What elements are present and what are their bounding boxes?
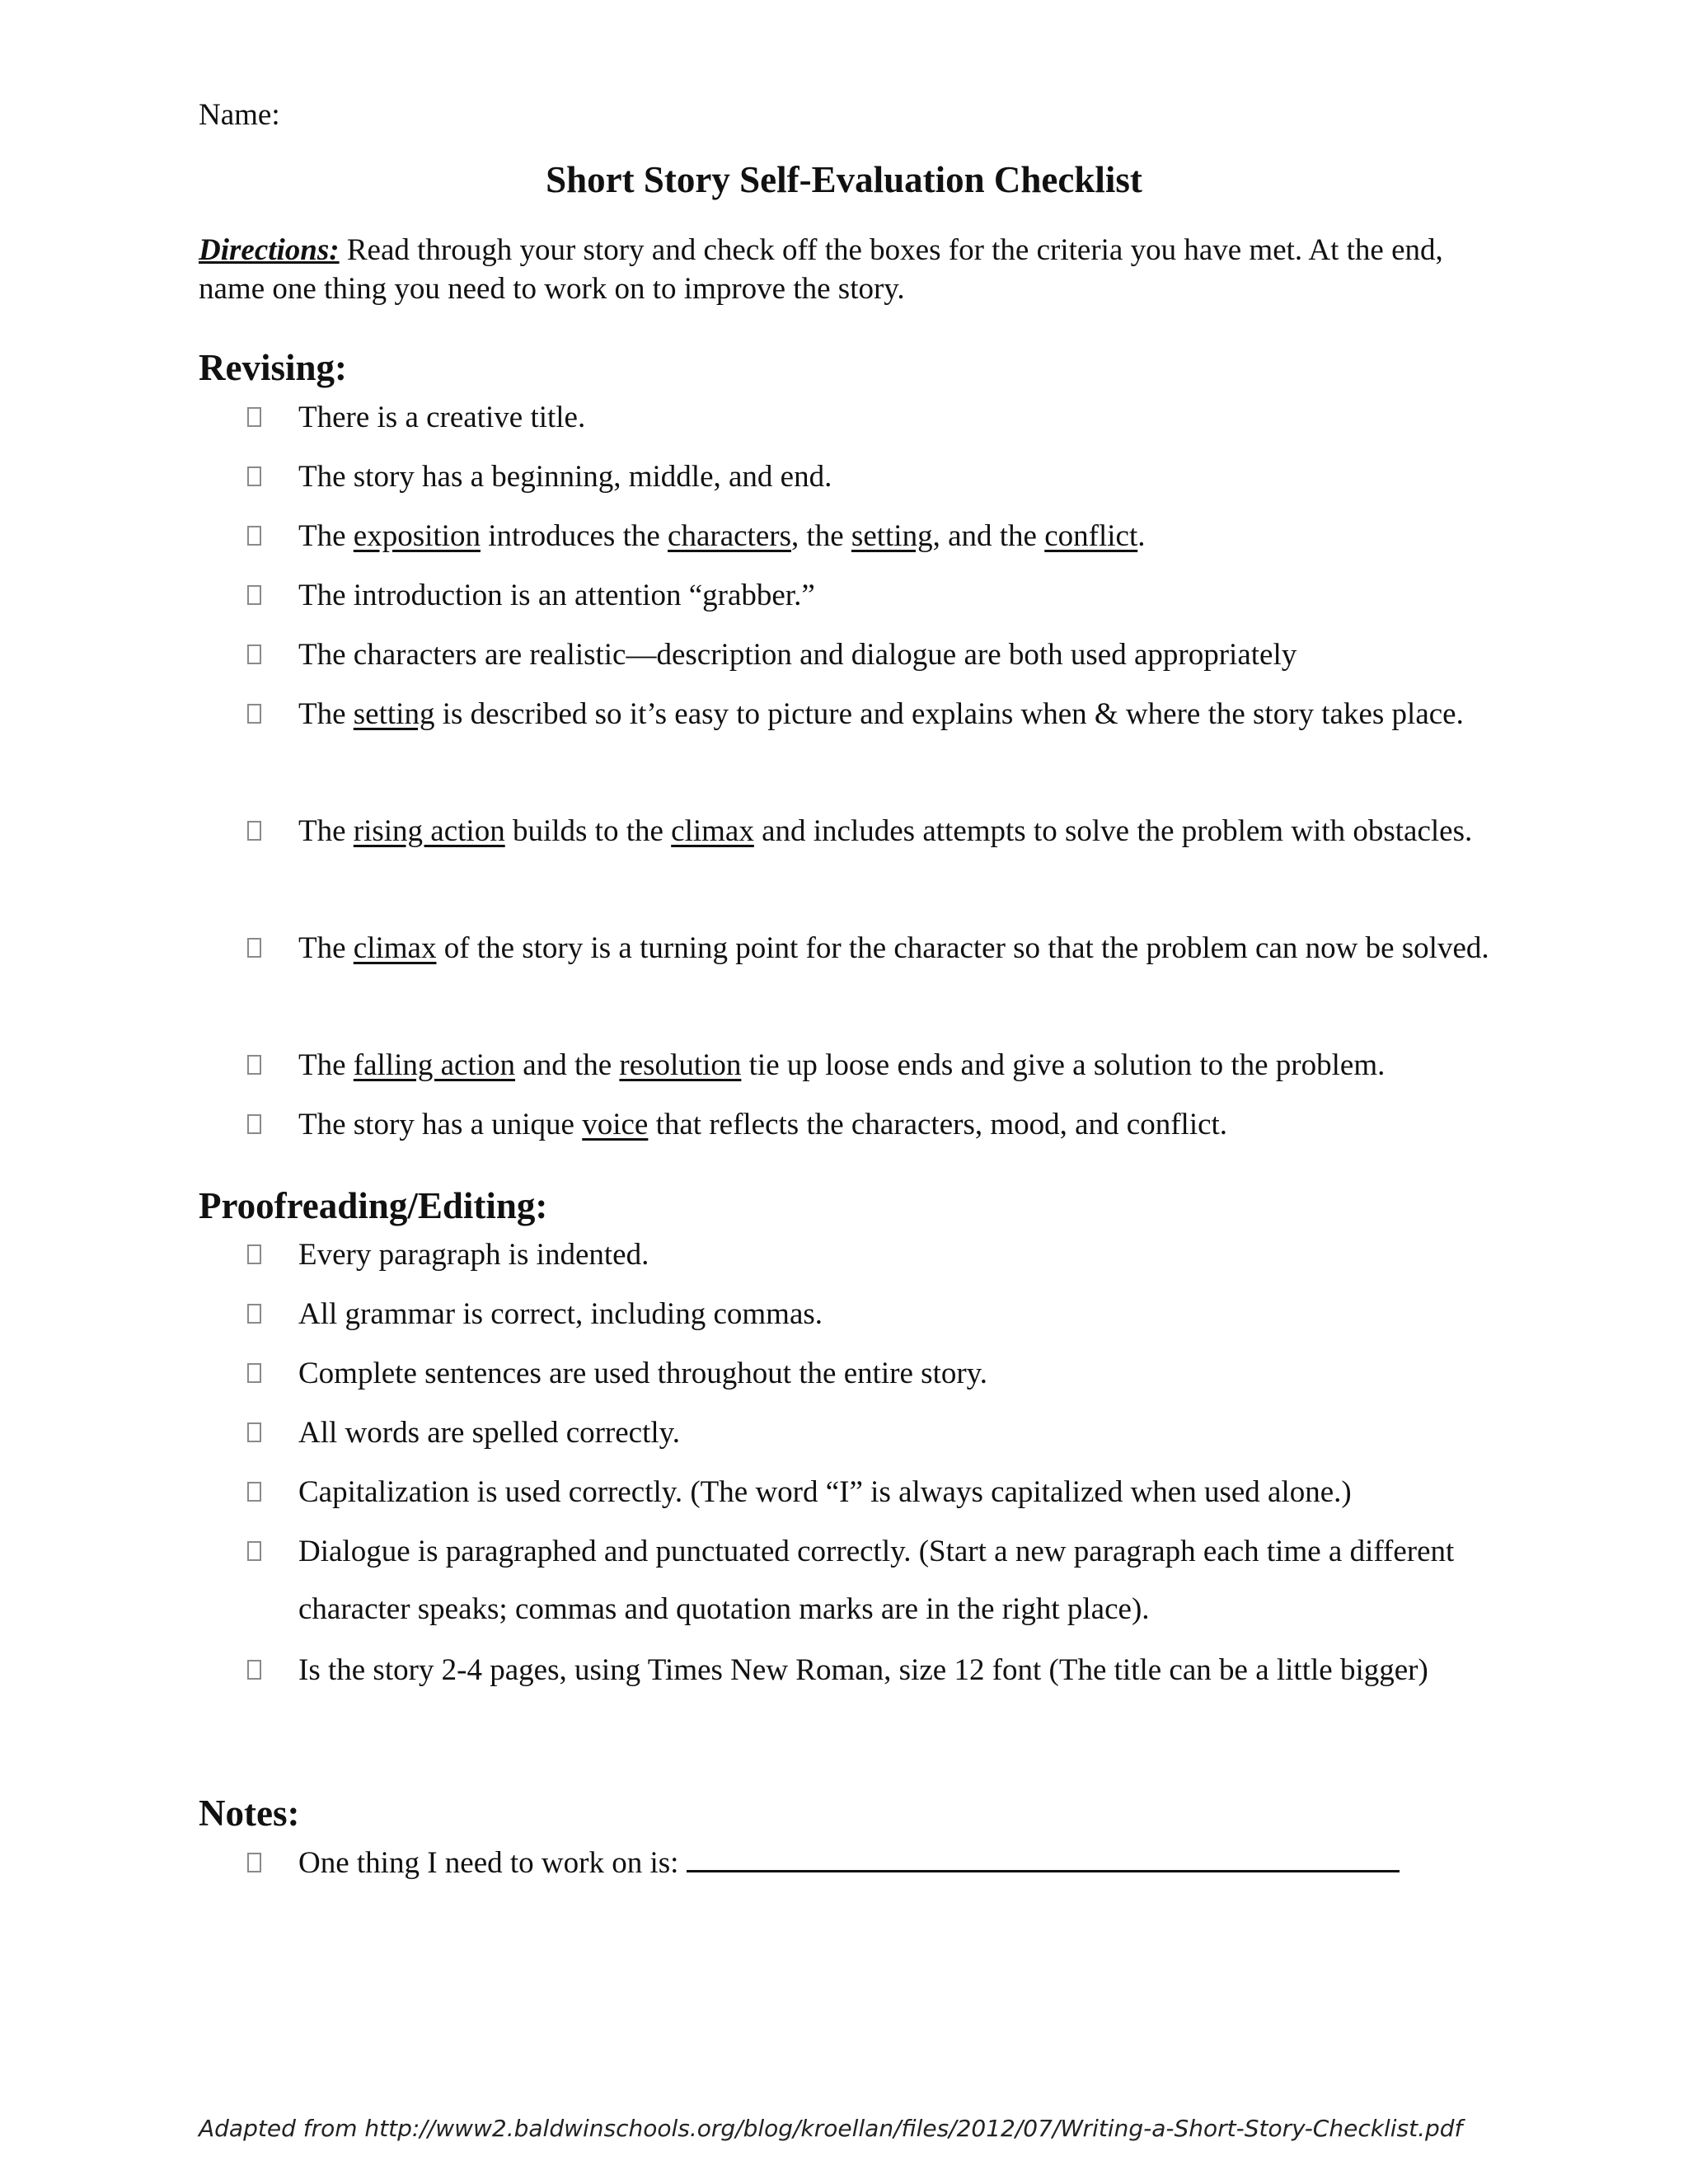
revising-item [247,920,1500,977]
text-run: and the [515,1048,620,1082]
item-text [298,626,1500,684]
item-text [298,389,1500,447]
item-text [298,508,1500,565]
text-run: The [298,519,354,553]
checkbox[interactable] [247,1363,261,1383]
text-run: The characters are realistic—description and dialogue are both used appropriately [298,638,1297,672]
text-run: The story has a beginning, middle, and end. [298,460,832,494]
text-run: The [298,1048,354,1082]
text-run: Complete sentences are used throughout the entire story. [298,1357,988,1390]
revising-item [247,448,1500,506]
checkbox[interactable] [247,1244,261,1264]
item-text [298,686,1500,743]
directions-text: Read through your story and check off the boxes for the criteria you have met. At the end, name one thing you need to work on to improve the story. [199,233,1443,306]
revising-item [247,686,1500,743]
text-run: that reflects the characters, mood, and conflict. [648,1108,1228,1141]
revising-item [247,389,1500,447]
proofreading-heading: Proofreading/Editing: [199,1185,548,1226]
text-run: builds to the [504,814,672,848]
item-text [298,803,1500,860]
revising-item [247,567,1500,625]
checkbox[interactable] [247,466,261,486]
checkbox[interactable] [247,1422,261,1442]
footer-source-note: Adapted from http://www2.baldwinschools.org/blog/kroellan/files/2012/07/Writing-a-Short-Story-Checklist.pdf [199,2115,1463,2142]
checkbox[interactable] [247,585,261,605]
underlined-term: falling action [353,1048,516,1082]
text-run: introduces the [480,519,668,553]
underlined-term: setting [353,697,435,731]
answer-blank-line[interactable] [687,1842,1400,1872]
checkbox[interactable] [247,1114,261,1134]
text-run: Dialogue is paragraphed and punctuated correctly. (Start a new paragraph each time a different character speaks; commas and quotation marks are in the right place). [298,1535,1455,1626]
item-text [298,1226,1500,1284]
checkbox[interactable] [247,938,261,958]
underlined-term: rising action [353,814,505,848]
underlined-term: conflict [1044,519,1138,553]
proofreading-item [247,1286,1500,1343]
underlined-term: climax [353,931,437,965]
checkbox[interactable] [247,1482,261,1502]
checkbox[interactable] [247,1660,261,1680]
text-run: The [298,697,354,731]
text-run: tie up loose ends and give a solution to the problem. [741,1048,1386,1082]
item-text [298,1404,1500,1462]
notes-heading: Notes: [199,1793,300,1834]
underlined-term: voice [582,1108,649,1141]
text-run: Capitalization is used correctly. (The word “I” is always capitalized when used alone.) [298,1475,1352,1509]
checkbox[interactable] [247,407,261,427]
text-run: All grammar is correct, including commas. [298,1297,823,1331]
underlined-term: resolution [619,1048,742,1082]
revising-item [247,626,1500,684]
proofreading-item [247,1345,1500,1403]
item-text [298,1286,1500,1343]
text-run: Every paragraph is indented. [298,1238,649,1272]
directions-label: Directions: [199,233,340,267]
revising-item [247,1096,1500,1154]
item-text [298,1096,1500,1154]
proofreading-item [247,1464,1500,1521]
text-run: . [1137,519,1146,553]
text-run: of the story is a turning point for the character so that the problem can now be solved. [436,931,1489,965]
checkbox[interactable] [247,821,261,841]
text-run: The [298,931,354,965]
text-run: All words are spelled correctly. [298,1416,681,1450]
item-text [298,1037,1500,1094]
text-run: is described so it’s easy to picture and explains when & where the story takes place. [434,697,1464,731]
checkbox[interactable] [247,1055,261,1075]
revising-heading: Revising: [199,347,347,388]
text-run: , and the [932,519,1045,553]
text-run: There is a creative title. [298,401,586,434]
item-text [298,567,1500,625]
name-label: Name: [199,98,280,132]
checkbox[interactable] [247,526,261,546]
checkbox[interactable] [247,1304,261,1324]
item-text [298,1523,1500,1638]
checkbox[interactable] [247,1853,261,1872]
item-text [298,1345,1500,1403]
proofreading-item [247,1642,1500,1699]
revising-item [247,508,1500,565]
text-run: Is the story 2-4 pages, using Times New Roman, size 12 font (The title can be a little bigger) [298,1653,1428,1687]
proofreading-item [247,1226,1500,1284]
underlined-term: exposition [353,519,481,553]
text-run: The [298,814,354,848]
checkbox[interactable] [247,704,261,724]
notes-item [247,1835,1500,1892]
underlined-term: setting [851,519,933,553]
proofreading-item [247,1523,1500,1638]
checkbox[interactable] [247,1541,261,1561]
proofreading-item [247,1404,1500,1462]
item-text [298,1642,1500,1699]
revising-item [247,1037,1500,1094]
text-run: , the [790,519,851,553]
directions-paragraph [199,231,1493,308]
underlined-term: characters [668,519,791,553]
text-run: and includes attempts to solve the problem with obstacles. [753,814,1473,848]
checkbox[interactable] [247,644,261,664]
item-text [298,1835,1500,1892]
text-run: One thing I need to work on is: [298,1846,687,1880]
underlined-term: climax [671,814,754,848]
page-title: Short Story Self-Evaluation Checklist [546,159,1142,200]
item-text [298,920,1500,977]
text-run: The introduction is an attention “grabber.” [298,579,815,612]
revising-item [247,803,1500,860]
item-text [298,448,1500,506]
item-text [298,1464,1500,1521]
text-run: The story has a unique [298,1108,583,1141]
